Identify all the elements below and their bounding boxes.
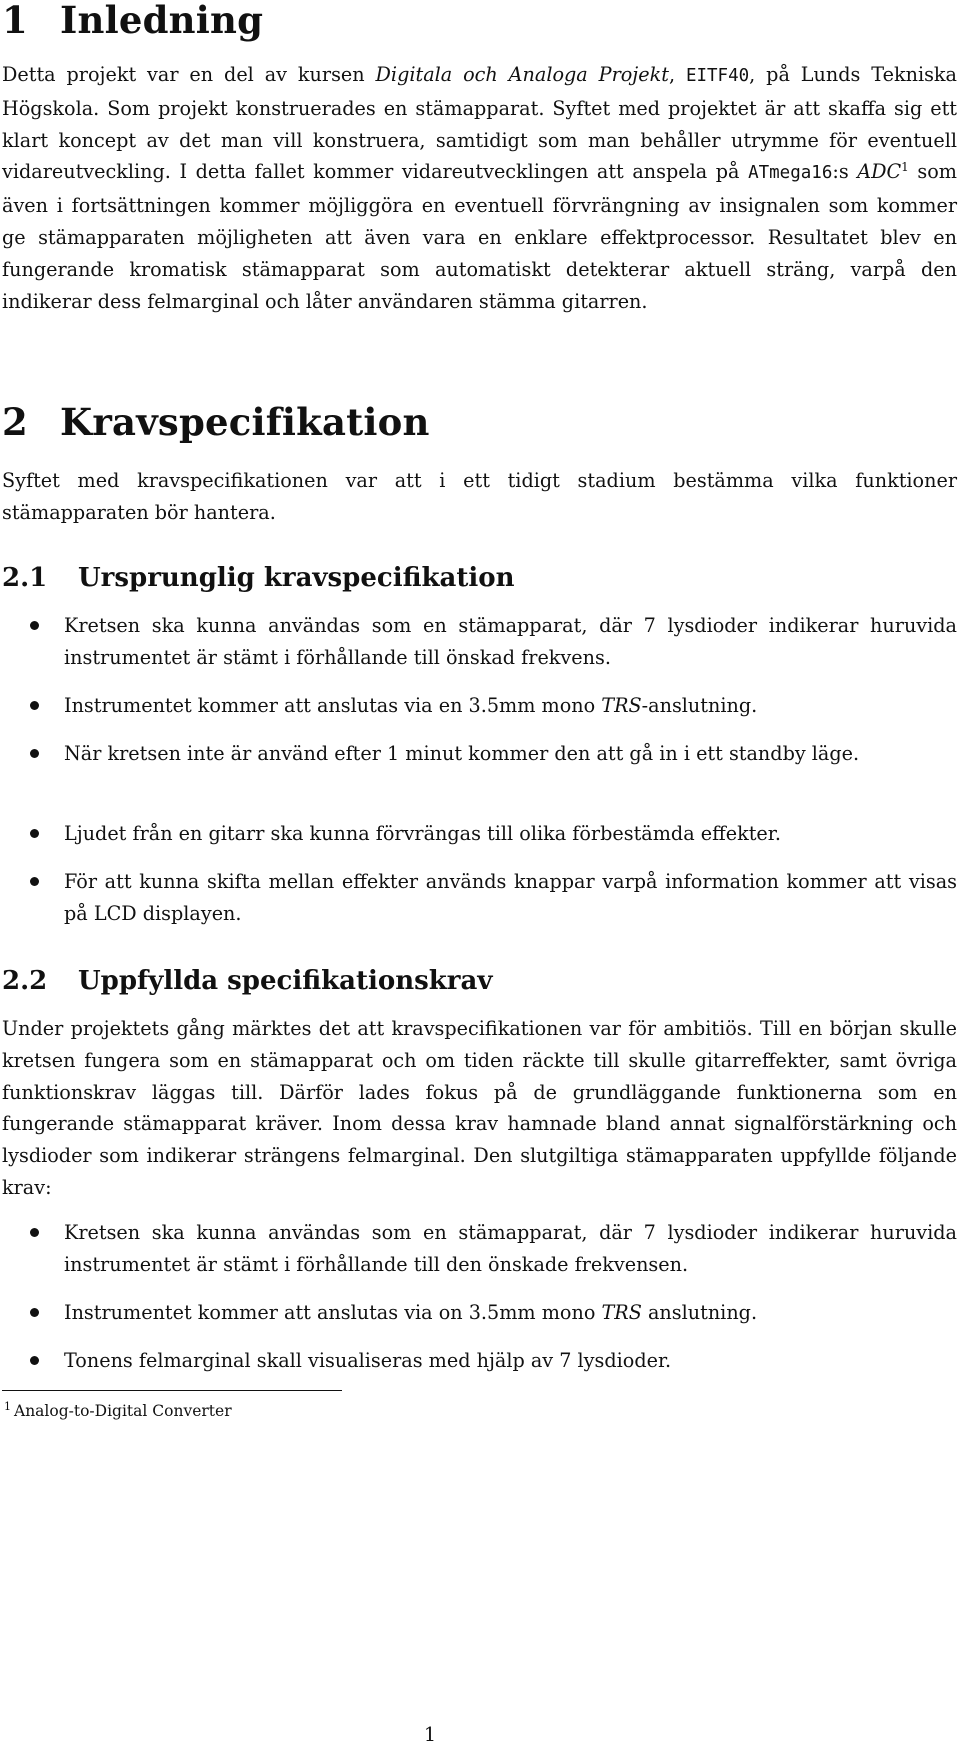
text-run: som även i fortsättningen kommer möjliggöra en eventuell förvrängning av insignalen som kommer ge stämapparaten möjligheten att även vara en enklare effektprocessor. Resultatet blev en fungerande kromatisk stämapparat som automatiskt detekterar aktuell sträng, varpå den indikerar dess felmarginal och låter användaren stämma gitarren.	[2, 160, 957, 313]
subsection-heading-uppfyllda	[2, 966, 492, 996]
list-item-text: Instrumentet kommer att anslutas via en 3.5mm mono	[64, 694, 602, 717]
bullet-icon	[30, 621, 39, 630]
section-heading-inledning	[2, 0, 263, 40]
list-item	[0, 1345, 957, 1377]
footnote-divider	[2, 1390, 342, 1391]
fulfilled-requirements-paragraph: Under projektets gång märktes det att kravspecifikationen var för ambitiös. Till en början skulle kretsen fungera som en stämapparat och om tiden räckte till skulle gitarreffekter, samt övriga funktionskrav läggas till. Därför lades fokus på de grundläggande funktionerna som en fungerande stämapparat kräver. Inom dessa krav hamnade bland annat signalförstärkning och lysdioder som indikerar strängens felmarginal. Den slutgiltiga stämapparaten uppfyllde följande krav:	[2, 1017, 957, 1199]
bullet-icon	[30, 829, 39, 838]
page-number-text: 1	[423, 1723, 437, 1746]
intro-paragraph	[2, 59, 957, 317]
text-run: ,	[668, 63, 686, 86]
subsection-number: 2.2	[2, 966, 48, 996]
trs-abbrev: TRS	[601, 1301, 642, 1324]
text-run: Detta projekt var en del av kursen	[2, 63, 376, 86]
section-heading-kravspecifikation	[2, 402, 430, 442]
list-item-text: Kretsen ska kunna användas som en stämapparat, där 7 lysdioder indikerar huruvida instrumentet är stämt i förhållande till önskad frekvens.	[64, 614, 957, 669]
list-item-text: Instrumentet kommer att anslutas via on 3.5mm mono	[64, 1301, 602, 1324]
bullet-icon	[30, 1308, 39, 1317]
bullet-icon	[30, 749, 39, 758]
list-item-text: Kretsen ska kunna användas som en stämapparat, där 7 lysdioder indikerar huruvida instrumentet är stämt i förhållande till den önskade frekvensen.	[64, 1221, 957, 1276]
subsection-title: Uppfyllda specifikationskrav	[78, 966, 493, 996]
list-item-text: Ljudet från en gitarr ska kunna förvrängas till olika förbestämda effekter.	[64, 822, 781, 845]
list-item	[0, 818, 957, 850]
list-item-text: När kretsen inte är använd efter 1 minut kommer den att gå in i ett standby läge.	[64, 742, 860, 765]
course-code: EITF40	[685, 66, 750, 86]
section-number: 1	[2, 0, 28, 42]
list-item-text: För att kunna skifta mellan effekter används knappar varpå information kommer att visas på LCD displayen.	[64, 870, 957, 925]
subsection-heading-ursprunglig	[2, 563, 515, 593]
subsection-number: 2.1	[2, 563, 48, 593]
mcu-name: ATmega16	[748, 163, 833, 184]
section-title: Kravspecifikation	[60, 400, 430, 444]
list-item-text: Tonens felmarginal skall visualiseras med hjälp av 7 lysdioder.	[64, 1349, 672, 1372]
page-number	[0, 1722, 960, 1748]
trs-abbrev: TRS	[601, 694, 642, 717]
footnote-mark: 1	[4, 1400, 11, 1413]
list-item	[0, 866, 957, 930]
adc-abbrev: ADC	[857, 160, 902, 184]
list-item	[0, 738, 957, 770]
course-name: Digitala och Analoga Projekt	[375, 63, 669, 86]
subsection-title: Ursprunglig kravspecifikation	[78, 563, 515, 593]
bullet-icon	[30, 1356, 39, 1365]
list-item	[0, 610, 957, 674]
list-item	[0, 1217, 957, 1281]
list-item-text: -anslutning.	[641, 694, 758, 717]
bullet-icon	[30, 701, 39, 710]
list-item	[0, 690, 957, 722]
footnote-text: Analog-to-Digital Converter	[14, 1402, 232, 1421]
bullet-icon	[30, 877, 39, 886]
bullet-icon	[30, 1228, 39, 1237]
footnote-marker[interactable]: 1	[901, 160, 909, 175]
section-intro-paragraph: Syftet med kravspecifikationen var att i ett tidigt stadium bestämma vilka funktioner stämapparaten bör hantera.	[2, 469, 957, 524]
text-run: :s	[832, 160, 858, 184]
text-run: , på Lunds Tekniska Högskola. Som projekt konstruerades en stämapparat. Syftet med projektet är att skaffa sig ett klart koncept av det man vill konstruera, samtidigt som man behåller utrymme för eventuell vidareutveckling. I detta fallet kommer vidareutvecklingen att anspela på	[2, 63, 957, 184]
list-item	[0, 1297, 957, 1329]
list-item-text: anslutning.	[641, 1301, 758, 1324]
section-title: Inledning	[60, 0, 264, 42]
section-number: 2	[2, 400, 28, 444]
footnote	[4, 1396, 232, 1422]
